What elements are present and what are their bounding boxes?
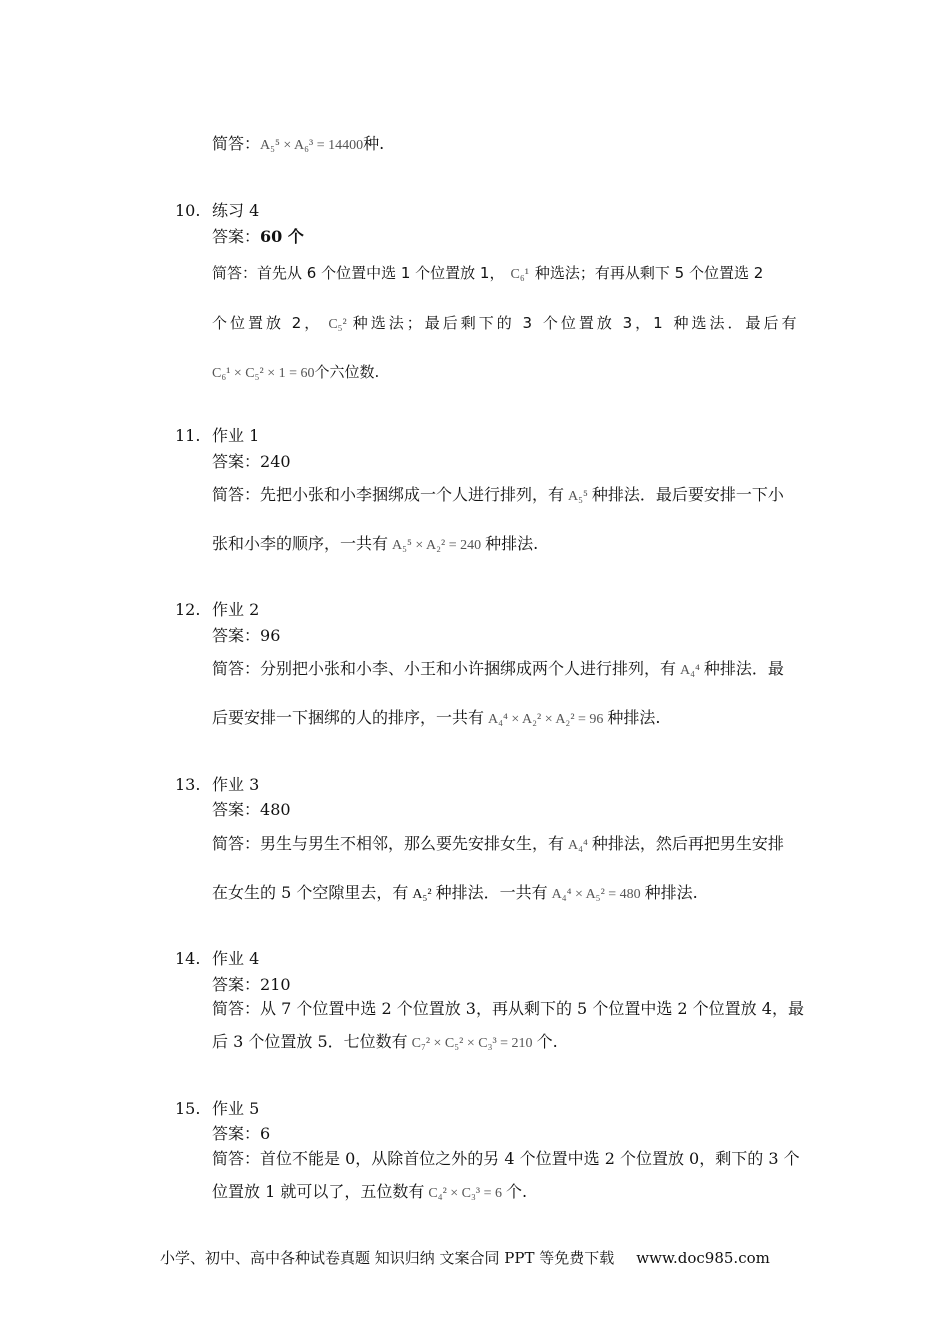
formula: A₄⁴ × A₅² = 480 (551, 887, 641, 902)
answer-label: 答案： (212, 452, 261, 471)
item-number: 14. (175, 949, 201, 968)
item-title: 练习 4 (212, 201, 260, 220)
answer-line (212, 800, 291, 820)
item-number: 10. (175, 201, 201, 220)
explanation-line (212, 1032, 558, 1054)
text: 在女生的 5 个空隙里去，有 (212, 883, 409, 902)
text: 个. (536, 1032, 558, 1051)
item-number: 15. (175, 1099, 201, 1118)
explanation-line (212, 883, 698, 905)
item-title: 作业 1 (212, 426, 260, 445)
formula: A₅⁵ (568, 489, 588, 504)
explanation-line (212, 362, 379, 384)
answer-label: 答案： (212, 975, 261, 994)
answer-line (212, 975, 291, 995)
explanation-line (212, 263, 763, 285)
top-answer-line (212, 134, 384, 156)
answer-label: 答案： (212, 227, 261, 246)
text: 位置放 1 就可以了，五位数有 (212, 1182, 425, 1201)
text: 个位置放 2， (212, 314, 323, 332)
text: 种排法. (607, 708, 661, 727)
answer-line (212, 227, 304, 247)
text: 简答：男生与男生不相邻，那么要先安排女生，有 (212, 834, 565, 853)
explanation-line (212, 659, 784, 681)
explanation-line (212, 999, 804, 1019)
text: 种排法. (485, 534, 539, 553)
text: 种选法；有再从剩下 5 个位置选 2 (534, 264, 764, 282)
answer-value: 240 (260, 452, 291, 471)
text: 种排法. (644, 883, 698, 902)
explanation-line (212, 485, 784, 507)
answer-value: 6 (260, 1124, 271, 1143)
text: 个. (505, 1182, 528, 1201)
item-title: 作业 2 (212, 600, 260, 619)
formula: A₄⁴ × A₂² × A₂² = 96 (488, 712, 604, 727)
explanation-line (212, 313, 799, 335)
text: 简答：首位不能是 0，从除首位之外的另 4 个位置中选 2 个位置放 0，剩下的 3 个 (212, 1149, 800, 1168)
answer-line (212, 452, 291, 472)
text: 简答：首先从 6 个位置中选 1 个位置放 1， (212, 264, 505, 282)
explanation-line (212, 534, 538, 556)
footer-link[interactable]: www.doc985.com (636, 1249, 770, 1267)
explanation-line (212, 708, 661, 730)
formula: C₇² × C₅² × C₃³ = 210 (411, 1036, 533, 1051)
answer-label: 答案： (212, 626, 261, 645)
text: 后要安排一下捆绑的人的排序，一共有 (212, 708, 485, 727)
text: 种排法．最后要安排一下小 (591, 485, 784, 504)
text: 种排法，然后再把男生安排 (591, 834, 784, 853)
formula: C₆¹ (510, 267, 529, 282)
text: 种排法．一共有 (435, 883, 548, 902)
formula: A₄⁴ (680, 663, 700, 678)
item-number: 13. (175, 775, 201, 794)
formula: C₄² × C₃³ = 6 (428, 1186, 502, 1201)
item-number: 12. (175, 600, 201, 619)
answer-value: 60 个 (260, 227, 304, 246)
answer-label: 答案： (212, 800, 261, 819)
item-title: 作业 4 (212, 949, 260, 968)
formula: A₅⁵ × A₆³ = 14400 (260, 138, 364, 153)
answer-value: 210 (260, 975, 291, 994)
answer-line (212, 626, 280, 646)
answer-label: 简答： (212, 134, 261, 153)
explanation-line (212, 1182, 527, 1204)
page-footer (160, 1247, 770, 1268)
formula: C₆¹ × C₅² × 1 = 60 (212, 366, 315, 381)
footer-text: 小学、初中、高中各种试卷真题 知识归纳 文案合同 PPT 等免费下载 (160, 1249, 615, 1267)
text: 简答：从 7 个位置中选 2 个位置放 3，再从剩下的 5 个位置中选 2 个位置放 4，最 (212, 999, 804, 1018)
item-number: 11. (175, 426, 201, 445)
answer-label: 答案： (212, 1124, 261, 1143)
text: 种排法．最 (703, 659, 784, 678)
answer-value: 96 (260, 626, 281, 645)
formula: A₅² (412, 887, 432, 902)
answer-suffix: 种. (363, 134, 385, 153)
formula: A₄⁴ (568, 838, 588, 853)
explanation-line (212, 834, 784, 856)
item-title: 作业 3 (212, 775, 260, 794)
text: 种选法；最后剩下的 3 个位置放 3，1 种选法．最后有 (352, 314, 800, 332)
text: 简答：分别把小张和小李、小王和小许捆绑成两个人进行排列，有 (212, 659, 677, 678)
formula: A₅⁵ × A₂² = 240 (392, 538, 482, 553)
text: 简答：先把小张和小李捆绑成一个人进行排列，有 (212, 485, 565, 504)
text: 后 3 个位置放 5．七位数有 (212, 1032, 408, 1051)
text: 个六位数. (314, 363, 380, 381)
item-title: 作业 5 (212, 1099, 260, 1118)
answer-line (212, 1124, 270, 1144)
explanation-line (212, 1149, 800, 1169)
formula: C₅² (328, 317, 347, 332)
answer-value: 480 (260, 800, 291, 819)
text: 张和小李的顺序，一共有 (212, 534, 389, 553)
